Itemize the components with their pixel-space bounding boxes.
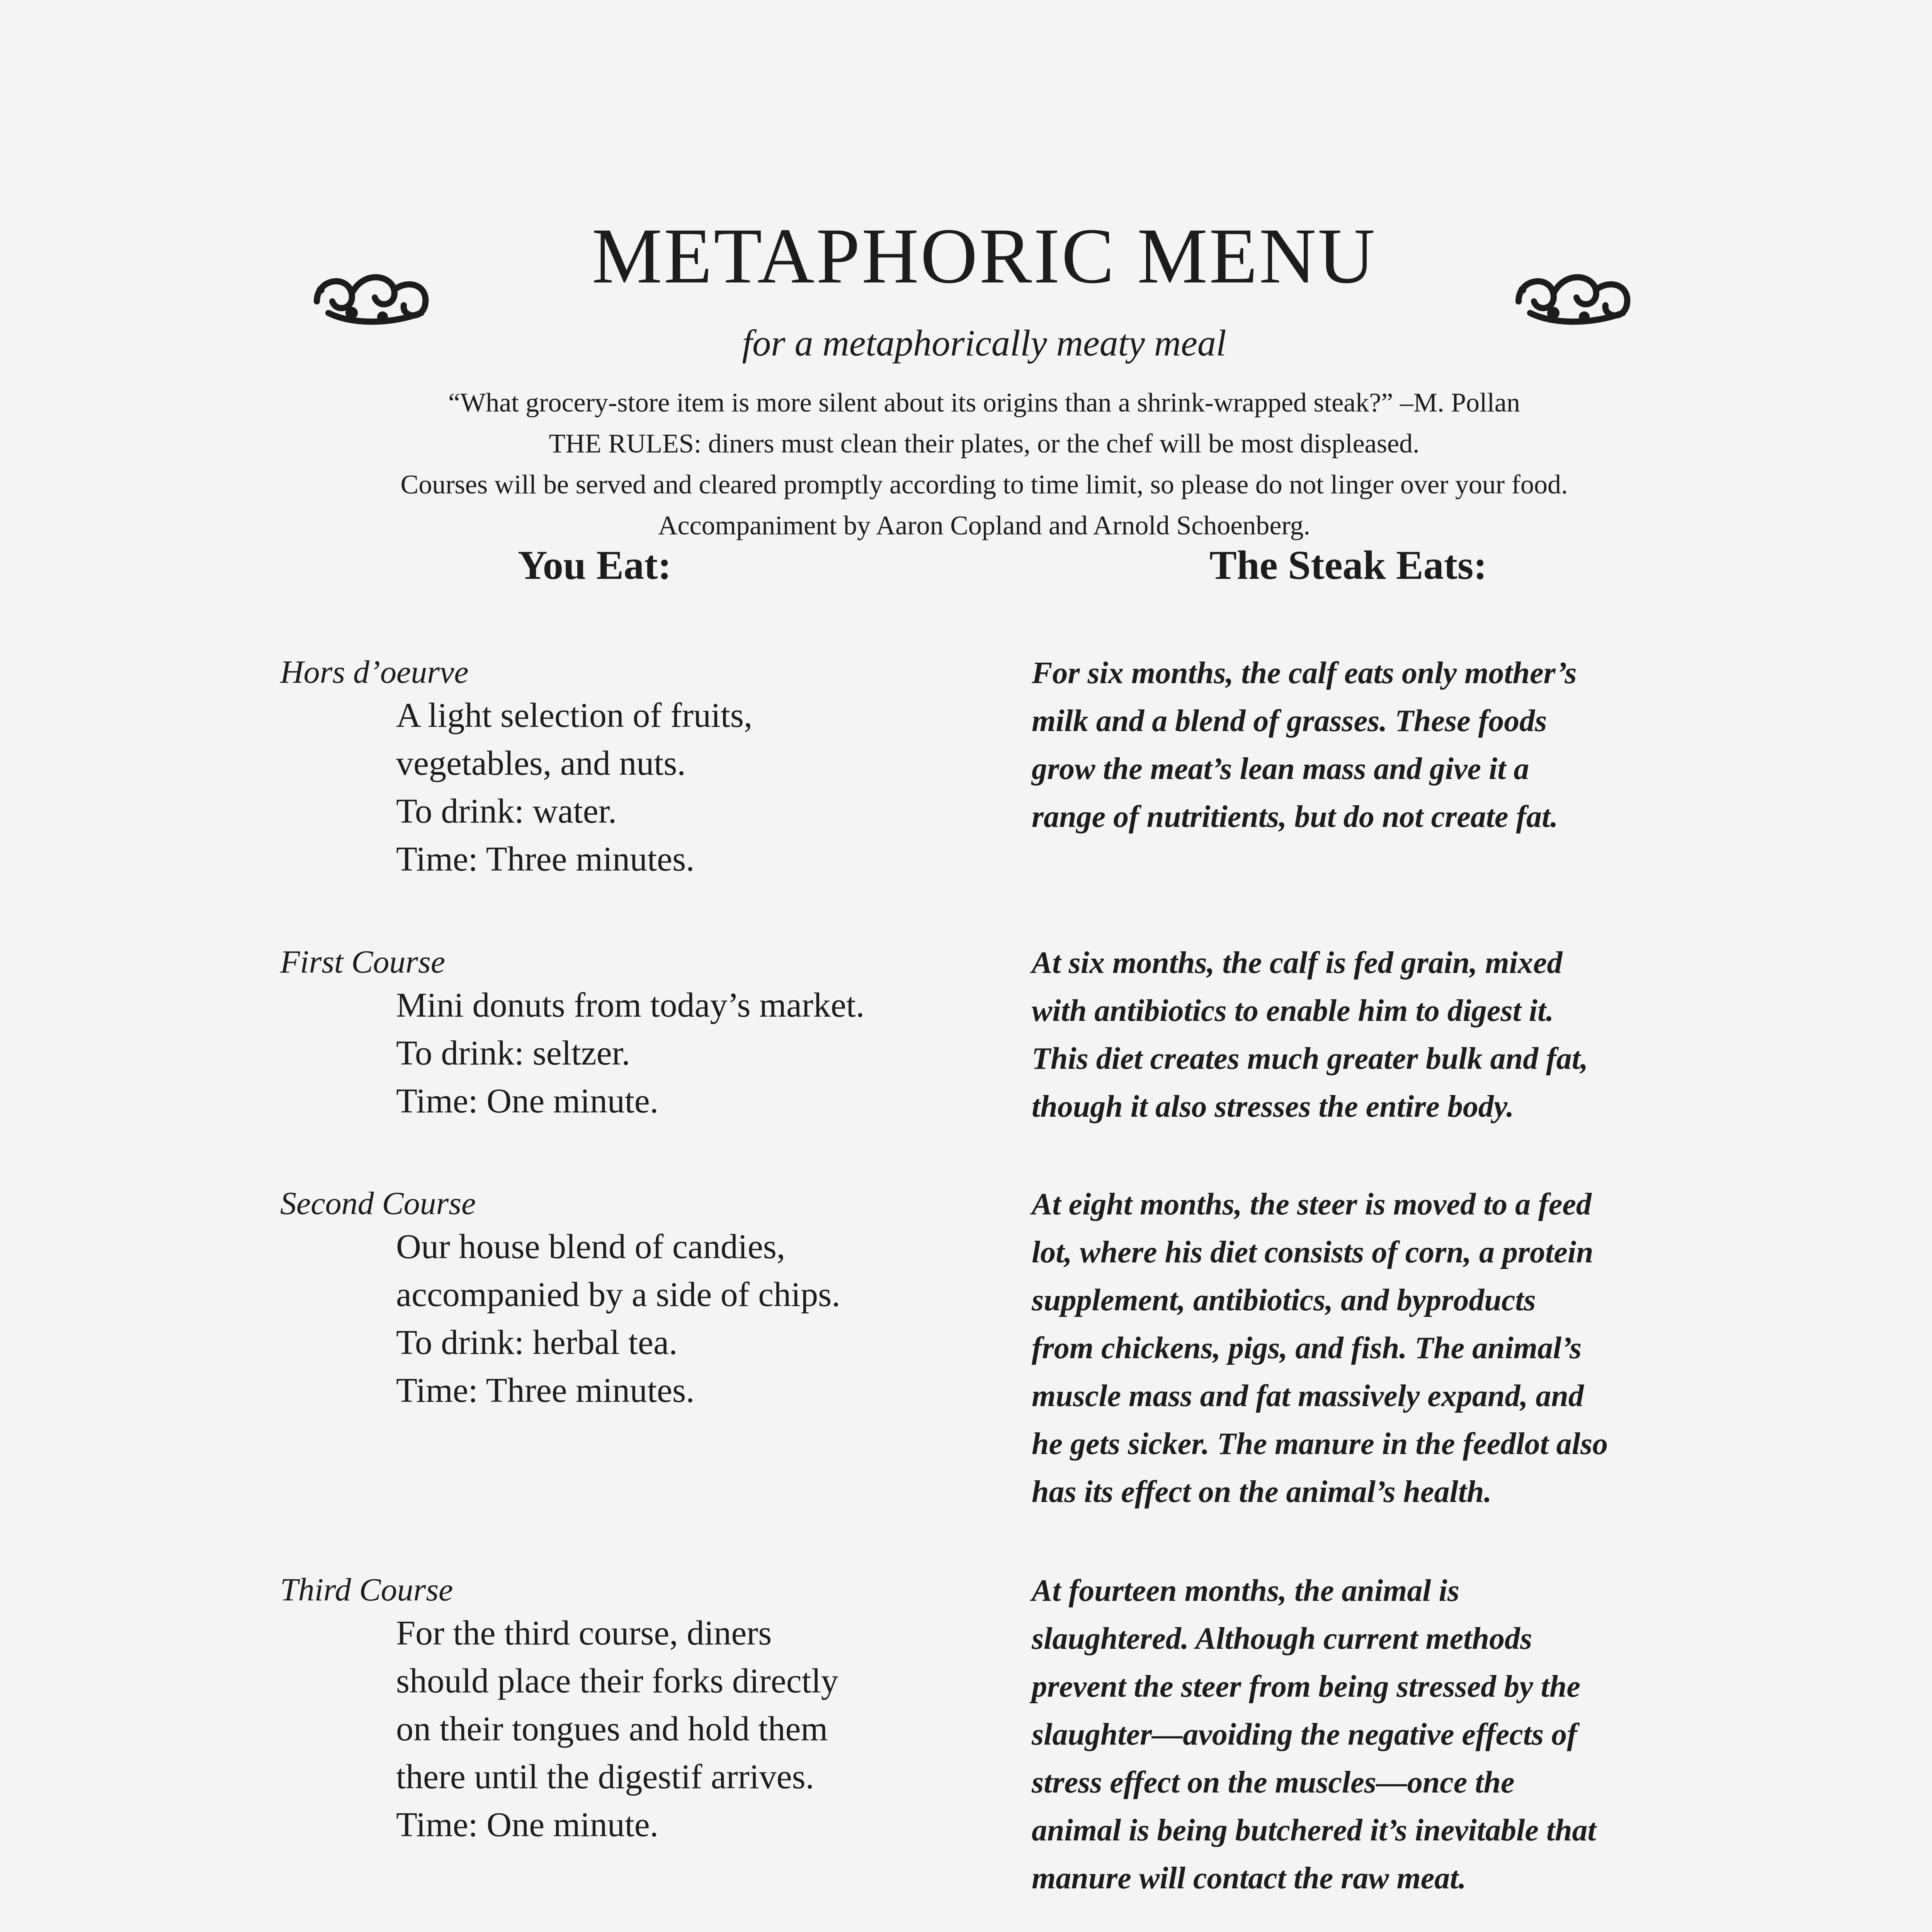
course-name: First Course	[280, 944, 446, 980]
page-subtitle: for a metaphorically meaty meal	[742, 322, 1226, 364]
course-line: To drink: water.	[396, 792, 617, 830]
steak-line: milk and a blend of grasses. These foods	[1032, 704, 1547, 738]
steak-paragraph-grain	[1032, 939, 1727, 1131]
steak-line: supplement, antibiotics, and byproducts	[1032, 1283, 1536, 1317]
steak-paragraph-slaughter	[1032, 1567, 1727, 1902]
steak-line: stress effect on the muscles—once the	[1032, 1765, 1515, 1799]
course-line: For the third course, diners	[396, 1614, 772, 1652]
course-line: Time: Three minutes.	[396, 1371, 695, 1410]
course-line: Mini donuts from today’s market.	[396, 986, 865, 1024]
steak-line: grow the meat’s lean mass and give it a	[1032, 752, 1529, 786]
course-line: should place their forks directly	[396, 1662, 838, 1700]
course-description	[396, 1223, 1053, 1415]
steak-line: At eight months, the steer is moved to a feed	[1032, 1187, 1592, 1221]
course-line: Time: One minute.	[396, 1806, 659, 1844]
steak-paragraph-feedlot	[1032, 1180, 1727, 1516]
steak-line: lot, where his diet consists of corn, a protein	[1032, 1235, 1594, 1269]
steak-paragraph-six-months	[1032, 649, 1727, 841]
course-line: on their tongues and hold them	[396, 1710, 828, 1748]
course-line: Our house blend of candies,	[396, 1228, 786, 1266]
steak-line: he gets sicker. The manure in the feedlot also	[1032, 1427, 1608, 1461]
you-eat-heading: You Eat:	[518, 543, 672, 588]
steak-line: though it also stresses the entire body.	[1032, 1090, 1514, 1124]
steak-line: At six months, the calf is fed grain, mixed	[1032, 946, 1563, 980]
course-name: Second Course	[280, 1185, 476, 1221]
course-first	[280, 943, 1053, 1125]
course-third	[280, 1571, 1053, 1849]
steak-line: has its effect on the animal’s health.	[1032, 1475, 1492, 1509]
course-line: accompanied by a side of chips.	[396, 1276, 840, 1314]
steak-line: manure will contact the raw meat.	[1032, 1861, 1466, 1895]
steak-line: For six months, the calf eats only mother’s	[1032, 656, 1577, 690]
steak-line: slaughtered. Although current methods	[1032, 1622, 1532, 1656]
course-line: vegetables, and nuts.	[396, 744, 686, 782]
intro-block	[0, 383, 1932, 546]
rules-line: THE RULES: diners must clean their plates, or the chef will be most displeased.	[549, 429, 1420, 459]
accompaniment-line: Accompaniment by Aaron Copland and Arnold Schoenberg.	[658, 511, 1311, 541]
steak-line: muscle mass and fat massively expand, and	[1032, 1379, 1584, 1413]
steak-eats-heading: The Steak Eats:	[1209, 543, 1487, 588]
course-line: A light selection of fruits,	[396, 696, 753, 735]
course-line: there until the digestif arrives.	[396, 1758, 815, 1796]
course-line: To drink: herbal tea.	[396, 1323, 678, 1362]
pollan-quote: “What grocery-store item is more silent about its origins than a shrink-wrapped steak?” –M. Pollan	[448, 388, 1520, 418]
course-description	[396, 692, 1053, 883]
course-line: Time: Three minutes.	[396, 840, 695, 878]
course-name: Third Course	[280, 1572, 453, 1608]
steak-line: This diet creates much greater bulk and fat,	[1032, 1042, 1588, 1076]
course-second	[280, 1184, 1053, 1415]
steak-line: animal is being butchered it’s inevitable that	[1032, 1813, 1596, 1847]
steak-line: from chickens, pigs, and fish. The animal’s	[1032, 1331, 1582, 1365]
course-description	[396, 981, 1053, 1125]
course-name: Hors d’oeurve	[280, 654, 469, 690]
course-hors-doeuvre	[280, 653, 1053, 883]
steak-line: range of nutritients, but do not create fat.	[1032, 800, 1558, 834]
course-line: To drink: seltzer.	[396, 1034, 631, 1072]
page-title: METAPHORIC MENU	[592, 212, 1377, 300]
course-description	[396, 1609, 1053, 1849]
steak-line: prevent the steer from being stressed by the	[1032, 1670, 1580, 1704]
course-line: Time: One minute.	[396, 1082, 659, 1120]
steak-line: with antibiotics to enable him to digest it.	[1032, 994, 1554, 1028]
steak-line: At fourteen months, the animal is	[1032, 1574, 1459, 1608]
steak-line: slaughter—avoiding the negative effects of	[1032, 1718, 1577, 1752]
timing-line: Courses will be served and cleared promptly according to time limit, so please do not linger over your food.	[400, 470, 1568, 500]
